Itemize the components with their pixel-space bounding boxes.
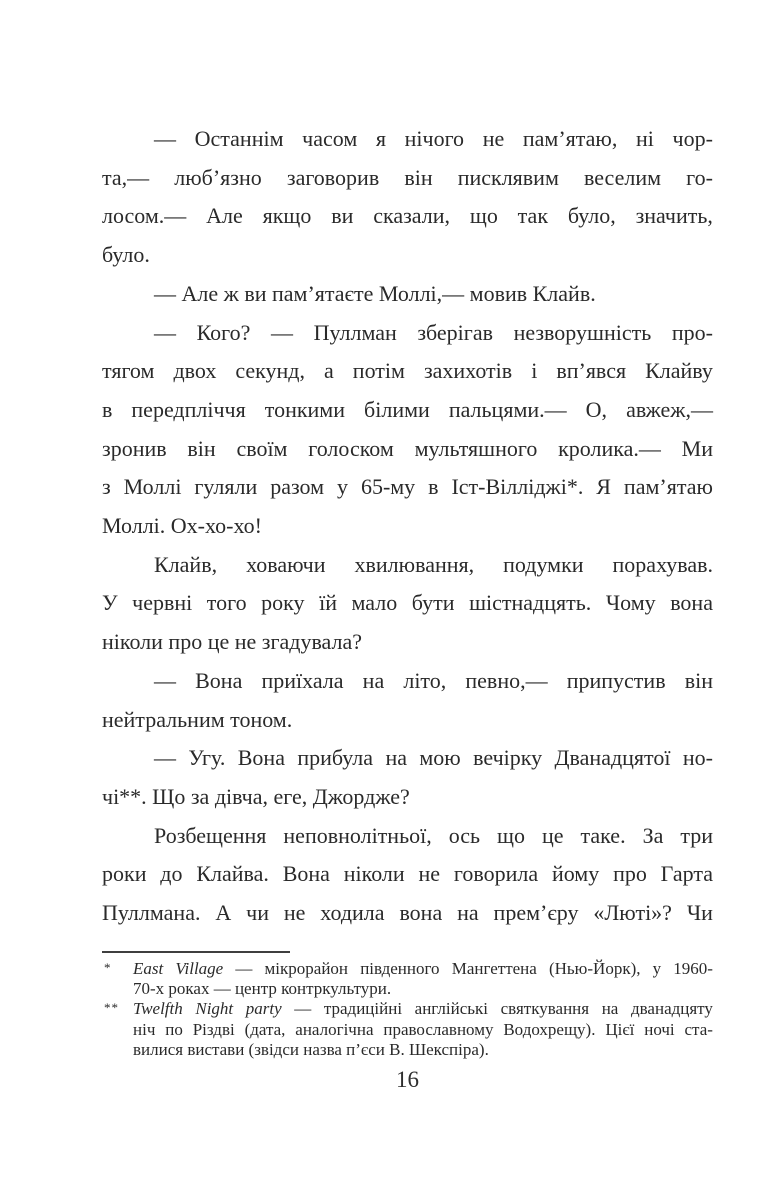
footnote bbox=[102, 999, 713, 1060]
text-line: вилися вистави (звідси назва п’єси В. Шекспіра). bbox=[133, 1039, 489, 1059]
text-line: Моллі. Ох-хо-хо! bbox=[102, 513, 262, 539]
text-line: було. bbox=[102, 242, 150, 268]
paragraph bbox=[102, 662, 713, 739]
text-line: У червні того року їй мало бути шістнадцять. Чому вона bbox=[102, 590, 713, 616]
footnote-marker: ** bbox=[104, 1000, 119, 1016]
text-line: East Village — мікрорайон південного Мангеттена (Нью-Йорк), у 1960- bbox=[133, 959, 713, 978]
text-line: тягом двох секунд, а потім захихотів і вп’явся Клайву bbox=[102, 358, 713, 384]
paragraph bbox=[102, 739, 713, 816]
footnote-rule bbox=[102, 951, 290, 953]
text-line: чі**. Що за дівча, еге, Джордже? bbox=[102, 783, 410, 809]
text-line: — Останнім часом я нічого не пам’ятаю, ні чор- bbox=[154, 126, 713, 151]
text-line: — Угу. Вона прибула на мою вечірку Дванадцятої но- bbox=[154, 745, 713, 771]
text-line: — Кого? — Пуллман зберігав незворушність про- bbox=[154, 319, 713, 345]
text-line: — Але ж ви пам’ятаєте Моллі,— мовив Клайв. bbox=[154, 280, 596, 306]
paragraph bbox=[102, 120, 713, 275]
footnote-marker: * bbox=[104, 960, 112, 975]
text-line: лосом.— Але якщо ви сказали, що так було, значить, bbox=[102, 203, 713, 229]
text-line: нейтральним тоном. bbox=[102, 706, 293, 732]
text-line: в передпліччя тонкими білими пальцями.— О, авжеж,— bbox=[102, 396, 713, 422]
footnote bbox=[102, 959, 713, 999]
paragraph bbox=[102, 314, 713, 546]
paragraph bbox=[102, 546, 713, 662]
paragraph bbox=[102, 817, 713, 933]
text-line: з Моллі гуляли разом у 65-му в Іст-Вілліджі*. Я пам’ятаю bbox=[102, 474, 713, 500]
text-line: ніч по Різдві (дата, аналогічна православному Водохрещу). Цієї ночі ста- bbox=[133, 1019, 713, 1039]
text-line: 70-х роках — центр контркультури. bbox=[133, 979, 392, 999]
text-line: Розбещення неповнолітньої, ось що це таке. За три bbox=[154, 822, 713, 848]
text-line: роки до Клайва. Вона ніколи не говорила йому про Гарта bbox=[102, 861, 713, 887]
text-line: ніколи про це не згадувала? bbox=[102, 629, 363, 655]
page-text bbox=[102, 120, 713, 933]
page-number: 16 bbox=[396, 1067, 419, 1092]
text-line: та,— люб’язно заговорив він писклявим веселим го- bbox=[102, 164, 713, 190]
text-line: Пуллмана. А чи не ходила вона на прем’єру «Люті»? Чи bbox=[102, 900, 713, 926]
text-line: Клайв, ховаючи хвилювання, подумки порахував. bbox=[154, 551, 713, 577]
text-line: зронив він своїм голоском мультяшного кролика.— Ми bbox=[102, 435, 713, 461]
footnotes bbox=[102, 959, 713, 1060]
text-line: Twelfth Night party — традиційні англійські святкування на дванадцяту bbox=[133, 999, 713, 1019]
paragraph bbox=[102, 275, 713, 314]
text-line: — Вона приїхала на літо, певно,— припустив він bbox=[154, 667, 713, 693]
